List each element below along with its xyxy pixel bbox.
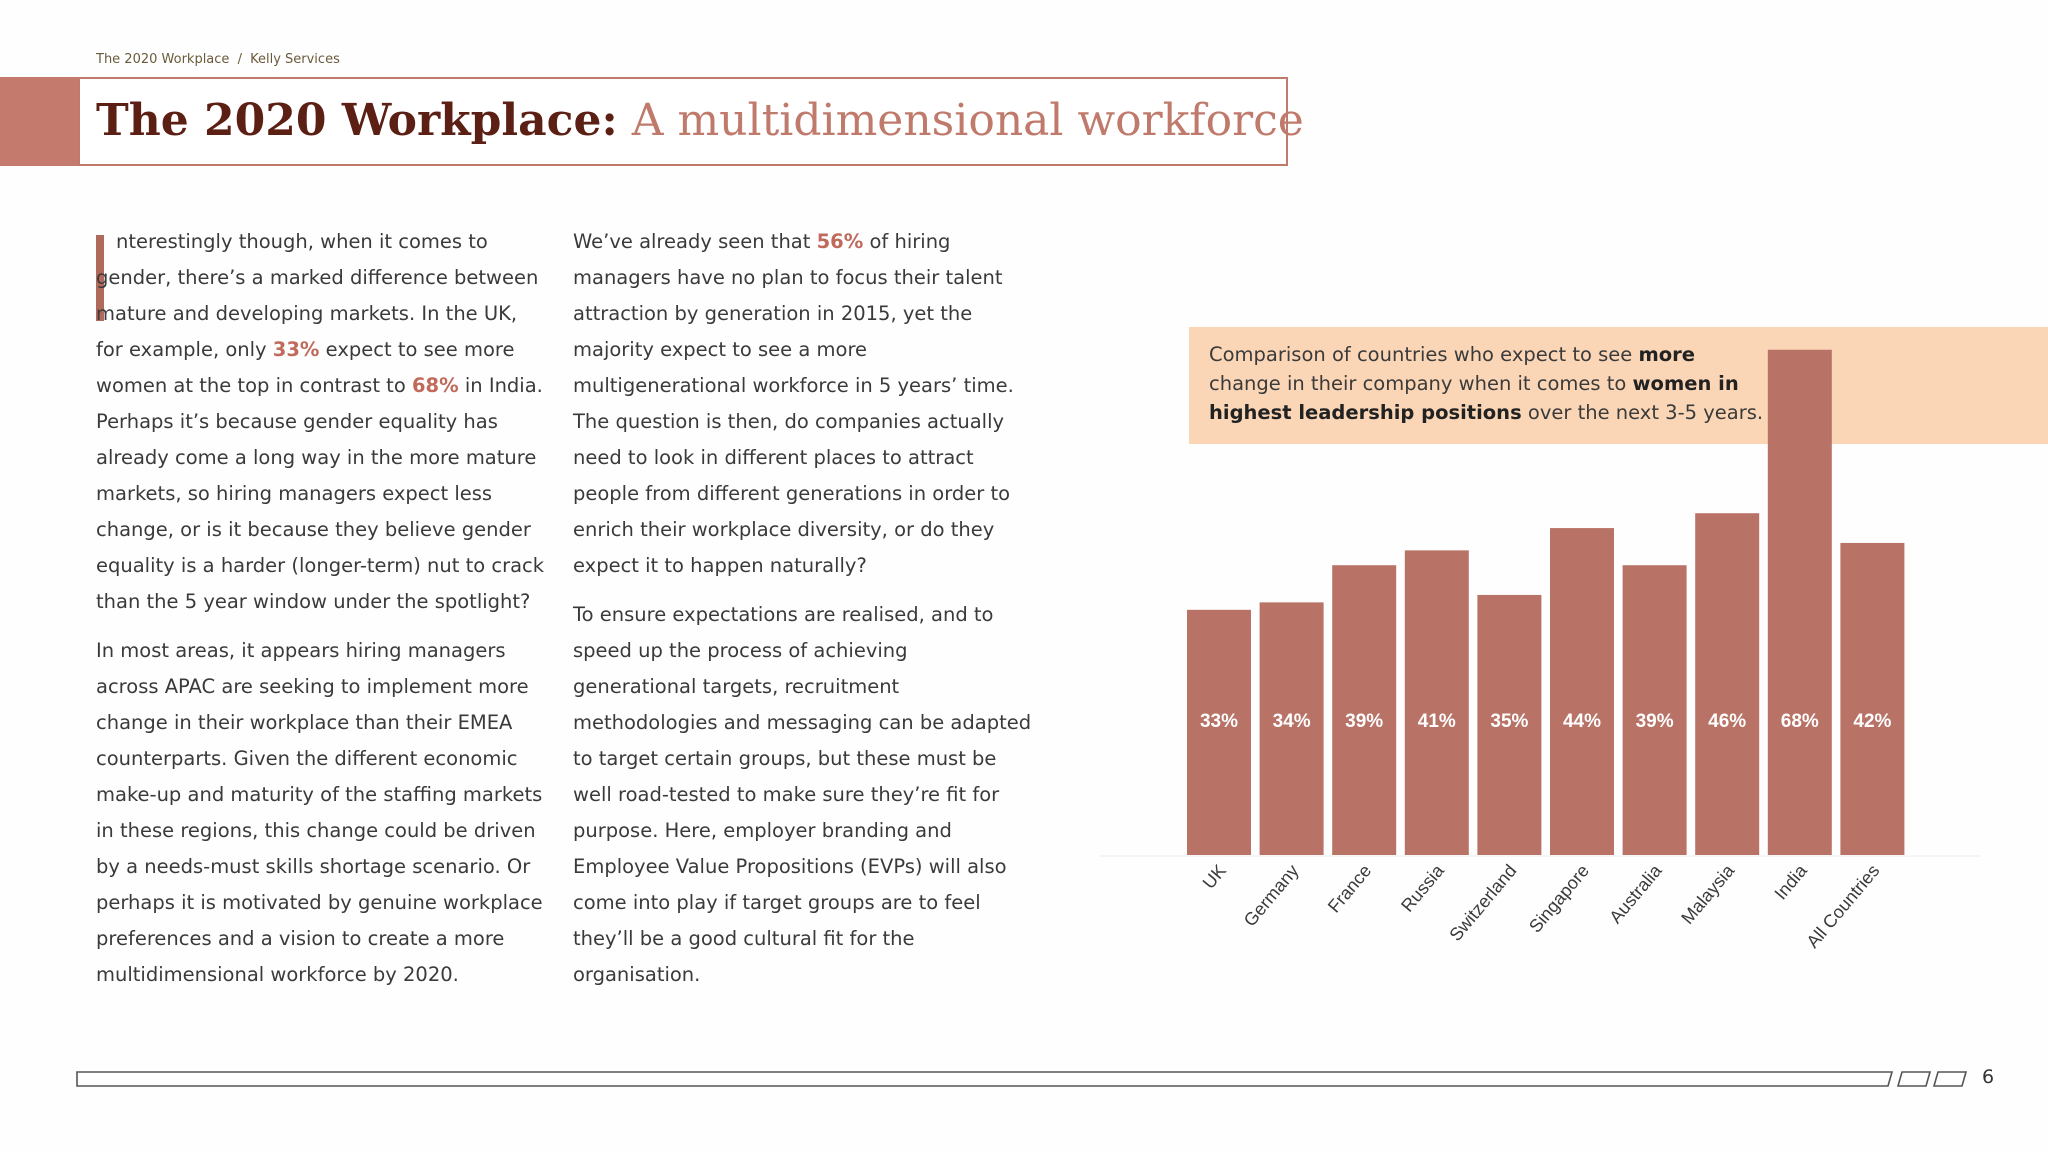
bar (1768, 350, 1832, 855)
x-tick-label: Australia (1605, 860, 1666, 928)
title-banner (78, 77, 1304, 166)
bar-chart (1100, 290, 2000, 1010)
highlight-stat: 33% (272, 338, 320, 361)
column2-text-segment: We’ve already seen that (573, 230, 817, 253)
breadcrumb (96, 52, 344, 67)
x-tick-label: Switzerland (1445, 860, 1521, 945)
x-tick-label: Malaysia (1677, 860, 1739, 928)
callout-segment: Comparison of countries who expect to see (1209, 343, 1639, 366)
bar-data-label: 42% (1853, 711, 1892, 732)
bar (1405, 550, 1469, 855)
breadcrumb-part1[interactable]: The 2020 Workplace (96, 52, 230, 67)
bar-data-label: 68% (1780, 711, 1819, 732)
bar (1695, 513, 1759, 855)
x-tick-label: All Countries (1802, 860, 1884, 952)
text-column-1 (96, 224, 546, 1006)
column1-paragraph2: In most areas, it appears hiring managers across APAC are seeking to implement more change in their workplace than their EMEA counterparts. Given the different economic make-up and maturity of the staffing markets in these regions, this change could be driven by a needs-must skills shortage scenario. Or perhaps it is motivated by genuine workplace preferences and a vision to create a more multidimensional workforce by 2020. (96, 639, 543, 986)
column2-paragraph1 (573, 224, 1033, 584)
title-main: The 2020 Workplace: (96, 95, 618, 146)
callout-segment: women in highest leadership positions (1209, 372, 1739, 424)
text-column-2 (573, 224, 1033, 1006)
breadcrumb-separator: / (237, 52, 242, 67)
page-title (96, 95, 1304, 146)
x-tick-label: UK (1198, 860, 1231, 893)
highlight-stat: 56% (816, 230, 864, 253)
column1-paragraph1 (96, 224, 546, 620)
x-tick-label: Singapore (1524, 860, 1594, 937)
bar-data-label: 41% (1417, 711, 1456, 732)
highlight-stat: 68% (411, 374, 459, 397)
x-tick-label: France (1323, 860, 1376, 917)
column1-text-segment: nterestingly though, when it comes to gender, there’s a marked difference between mature and developing markets. In the UK, for example, only (96, 230, 539, 361)
bar-data-label: 46% (1708, 711, 1747, 732)
page-number: 6 (1982, 1066, 1995, 1088)
bar-data-label: 39% (1345, 711, 1384, 732)
bar-data-label: 39% (1635, 711, 1674, 732)
callout-segment: over the next 3-5 years. (1521, 401, 1764, 424)
bar-data-label: 33% (1199, 711, 1239, 732)
column2-text-segment: of hiring managers have no plan to focus their talent attraction by generation in 2015, yet the majority expect to see a more multigenerational workforce in 5 years’ time. The question is then, do companies actually need to look in different places to attract people from different generations in order to enrich their workplace diversity, or do they expect it to happen naturally? (573, 230, 1014, 577)
title-subtitle: A multidimensional workforce (631, 95, 1304, 146)
x-tick-label: India (1770, 860, 1811, 904)
breadcrumb-part2[interactable]: Kelly Services (250, 52, 340, 67)
footer-rule (76, 1069, 1976, 1093)
bar-data-label: 34% (1272, 711, 1311, 732)
bar (1840, 543, 1904, 855)
bar-data-label: 35% (1490, 711, 1529, 732)
bar-data-label: 44% (1562, 711, 1602, 732)
column1-text-segment: in India. Perhaps it’s because gender equality has already come a long way in the more mature markets, so hiring managers expect less change, or is it because they believe gender equality is a harder (longer-term) nut to crack than the 5 year window under the spotlight? (96, 374, 545, 613)
column1-text-segment: expect to see more women at the top in contrast to (96, 338, 515, 397)
title-accent-block (0, 77, 78, 166)
x-tick-label: Germany (1239, 860, 1303, 931)
bar (1187, 610, 1251, 855)
x-tick-label: Russia (1397, 860, 1448, 916)
callout-segment: change in their company when it comes to (1209, 372, 1633, 395)
column2-paragraph2: To ensure expectations are realised, and to speed up the process of achieving generational targets, recruitment methodologies and messaging can be adapted to target certain groups, but these must be well road-tested to make sure they’re fit for purpose. Here, employer branding and Employee Value Propositions (EVPs) will also come into play if target groups are to feel they’ll be a good cultural fit for the organisation. (573, 603, 1032, 986)
callout-segment: more (1638, 343, 1696, 366)
bar (1550, 528, 1614, 855)
